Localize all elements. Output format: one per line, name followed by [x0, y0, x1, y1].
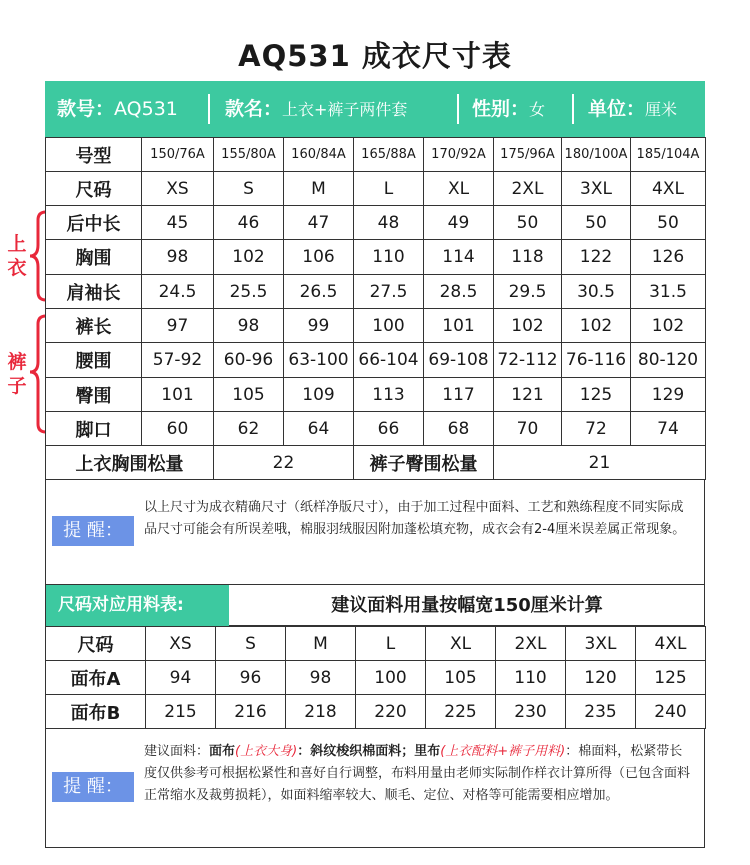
unit-field — [588, 81, 677, 137]
table-cell: 105 — [426, 661, 496, 695]
table-cell: 125 — [562, 378, 631, 412]
group-label-top: 上衣 — [7, 233, 27, 279]
table-cell: 28.5 — [424, 275, 494, 309]
fabric-header-left: 尺码对应用料表: — [46, 585, 229, 626]
model-label: 款号： — [57, 98, 115, 120]
pants-ease-label: 裤子臀围松量 — [354, 446, 494, 480]
table-cell: 64 — [284, 412, 354, 446]
table-cell: 102 — [214, 240, 284, 275]
fabric-header-right: 建议面料用量按幅宽150厘米计算 — [331, 595, 603, 616]
table-cell: 2XL — [494, 172, 562, 206]
row-label: 胸围 — [46, 240, 142, 275]
table-cell: 70 — [494, 412, 562, 446]
table-cell: 50 — [494, 206, 562, 240]
table-row — [46, 309, 706, 343]
table-cell: 26.5 — [284, 275, 354, 309]
unit-value: 厘米 — [645, 100, 678, 119]
row-label: 号型 — [46, 138, 142, 172]
table-cell: 110 — [354, 240, 424, 275]
table-cell: 3XL — [566, 627, 636, 661]
group-label-pants: 裤子 — [7, 351, 27, 397]
table-cell: 155/80A — [214, 138, 284, 172]
table-cell: 122 — [562, 240, 631, 275]
top-group-brace — [30, 212, 46, 300]
unit-label: 单位： — [588, 98, 646, 120]
table-row — [46, 661, 706, 695]
table-cell: 160/84A — [284, 138, 354, 172]
table-cell: 80-120 — [631, 343, 706, 378]
tip-text-2 — [144, 741, 692, 807]
table-cell: 101 — [142, 378, 214, 412]
row-label: 臀围 — [46, 378, 142, 412]
tip-box-2 — [45, 728, 705, 848]
table-row — [46, 627, 706, 661]
table-cell: 180/100A — [562, 138, 631, 172]
fabric-table — [45, 626, 706, 729]
table-row — [46, 378, 706, 412]
pants-group-brace — [30, 316, 46, 432]
table-cell: 25.5 — [214, 275, 284, 309]
table-cell: 215 — [146, 695, 216, 729]
table-cell: 125 — [636, 661, 706, 695]
table-cell: 57-92 — [142, 343, 214, 378]
table-cell: 24.5 — [142, 275, 214, 309]
row-label: 肩袖长 — [46, 275, 142, 309]
table-cell: 99 — [284, 309, 354, 343]
row-label: 后中长 — [46, 206, 142, 240]
table-cell: 129 — [631, 378, 706, 412]
table-cell: 98 — [286, 661, 356, 695]
header-divider — [457, 94, 459, 124]
table-cell: 105 — [214, 378, 284, 412]
table-cell: 66 — [354, 412, 424, 446]
header-divider — [208, 94, 210, 124]
row-label: 腰围 — [46, 343, 142, 378]
gender-label: 性别： — [472, 98, 530, 120]
table-row — [46, 275, 706, 309]
table-cell: 2XL — [496, 627, 566, 661]
table-cell: L — [354, 172, 424, 206]
table-cell: 102 — [494, 309, 562, 343]
row-label: 尺码 — [46, 627, 146, 661]
row-label: 裤长 — [46, 309, 142, 343]
table-row — [46, 240, 706, 275]
table-cell: 76-116 — [562, 343, 631, 378]
table-cell: 69-108 — [424, 343, 494, 378]
model-field — [57, 81, 178, 137]
table-cell: 45 — [142, 206, 214, 240]
table-cell: 225 — [426, 695, 496, 729]
row-label: 脚口 — [46, 412, 142, 446]
table-cell: 113 — [354, 378, 424, 412]
table-cell: 100 — [354, 309, 424, 343]
table-row — [46, 343, 706, 378]
table-cell: 74 — [631, 412, 706, 446]
gender-field — [472, 81, 545, 137]
table-cell: 60-96 — [214, 343, 284, 378]
table-cell: 117 — [424, 378, 494, 412]
table-cell: 4XL — [636, 627, 706, 661]
table-cell: 170/92A — [424, 138, 494, 172]
table-cell: 220 — [356, 695, 426, 729]
table-cell: 47 — [284, 206, 354, 240]
table-row — [46, 206, 706, 240]
table-cell: 68 — [424, 412, 494, 446]
table-cell: 63-100 — [284, 343, 354, 378]
table-cell: 230 — [496, 695, 566, 729]
table-cell: 118 — [494, 240, 562, 275]
table-cell: 150/76A — [142, 138, 214, 172]
table-cell: 165/88A — [354, 138, 424, 172]
table-cell: 94 — [146, 661, 216, 695]
tip-button-1: 提 醒： — [52, 516, 134, 546]
tip-box-1 — [45, 480, 705, 585]
tip-text-1: 以上尺寸为成衣精确尺寸（纸样净版尺寸），由于加工过程中面料、工艺和熟练程度不同实际成品尺寸可能会有所误差哦，棉服羽绒服因附加蓬松填充物，成衣会有2-4厘米误差属正常现象。 — [144, 500, 686, 537]
table-cell: 30.5 — [562, 275, 631, 309]
table-row — [46, 695, 706, 729]
table-cell: 216 — [216, 695, 286, 729]
table-cell: 175/96A — [494, 138, 562, 172]
table-cell: 97 — [142, 309, 214, 343]
tip2-outer-desc: ：斜纹梭织棉面料； — [297, 744, 415, 759]
table-cell: 101 — [424, 309, 494, 343]
tip2-lining-fabric: 里布 — [414, 744, 441, 759]
table-cell: 60 — [142, 412, 214, 446]
table-cell: 98 — [142, 240, 214, 275]
table-row — [46, 138, 706, 172]
row-label: 尺码 — [46, 172, 142, 206]
table-cell: M — [284, 172, 354, 206]
table-cell: 46 — [214, 206, 284, 240]
table-cell: XL — [424, 172, 494, 206]
table-cell: 72 — [562, 412, 631, 446]
table-cell: 185/104A — [631, 138, 706, 172]
tip2-outer-fabric: 面布 — [209, 744, 236, 759]
table-cell: 62 — [214, 412, 284, 446]
page-title: AQ531 成衣尺寸表 — [238, 39, 512, 73]
table-cell: L — [356, 627, 426, 661]
tip2-lining-note: (上衣配料+裤子用料) — [440, 744, 566, 759]
table-cell: 3XL — [562, 172, 631, 206]
size-table — [45, 137, 706, 480]
table-cell: 126 — [631, 240, 706, 275]
table-cell: S — [216, 627, 286, 661]
table-cell: 96 — [216, 661, 286, 695]
table-cell: 66-104 — [354, 343, 424, 378]
table-cell: 121 — [494, 378, 562, 412]
tip2-intro: 建议面料： — [144, 744, 210, 759]
table-cell: 106 — [284, 240, 354, 275]
table-cell: 102 — [562, 309, 631, 343]
table-cell: XL — [426, 627, 496, 661]
table-cell: 102 — [631, 309, 706, 343]
table-cell: 50 — [562, 206, 631, 240]
table-cell: 110 — [496, 661, 566, 695]
table-row — [46, 172, 706, 206]
header-divider — [572, 94, 574, 124]
table-cell: 218 — [286, 695, 356, 729]
table-cell: 48 — [354, 206, 424, 240]
table-cell: 120 — [566, 661, 636, 695]
table-cell: 4XL — [631, 172, 706, 206]
table-cell: 114 — [424, 240, 494, 275]
table-cell: 27.5 — [354, 275, 424, 309]
gender-value: 女 — [529, 100, 546, 119]
model-value: AQ531 — [114, 98, 178, 120]
top-ease-label: 上衣胸围松量 — [46, 446, 214, 480]
table-cell: 49 — [424, 206, 494, 240]
table-cell: 235 — [566, 695, 636, 729]
pants-ease-value: 21 — [494, 446, 706, 480]
tip-button-2: 提 醒： — [52, 772, 134, 802]
table-cell: 100 — [356, 661, 426, 695]
table-cell: S — [214, 172, 284, 206]
table-cell: 50 — [631, 206, 706, 240]
tip2-outer-note: (上衣大身) — [235, 744, 298, 759]
table-cell: 29.5 — [494, 275, 562, 309]
name-value: 上衣+裤子两件套 — [282, 100, 408, 119]
table-cell: 109 — [284, 378, 354, 412]
info-header-bar — [45, 81, 705, 137]
table-cell: 72-112 — [494, 343, 562, 378]
table-cell: XS — [146, 627, 216, 661]
table-cell: 31.5 — [631, 275, 706, 309]
top-ease-value: 22 — [214, 446, 354, 480]
table-cell: 240 — [636, 695, 706, 729]
table-row — [46, 412, 706, 446]
table-cell: M — [286, 627, 356, 661]
table-cell: XS — [142, 172, 214, 206]
ease-row — [46, 446, 706, 480]
row-label: 面布A — [46, 661, 146, 695]
row-label: 面布B — [46, 695, 146, 729]
name-label: 款名： — [225, 98, 283, 120]
table-cell: 98 — [214, 309, 284, 343]
tip2-details: ：棉面料，松紧带长度仅供参考可根据松紧性和喜好自行调整，布料用量由老师实际制作样衣计算所得（已包含面料正常缩水及裁剪损耗），如面料缩率较大、顺毛、定位、对格等可能需要相应增加。 — [144, 744, 691, 803]
name-field — [225, 81, 407, 137]
